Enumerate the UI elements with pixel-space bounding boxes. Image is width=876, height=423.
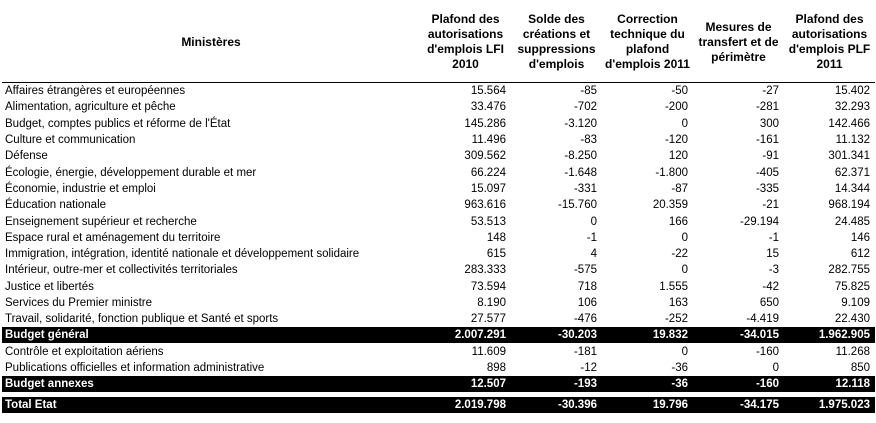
ministry-row xyxy=(2,164,875,180)
value-cell: 2.007.291 xyxy=(420,327,511,343)
value-cell: 282.755 xyxy=(828,264,870,277)
value-cell: -1 xyxy=(768,231,779,244)
row-label: Budget général xyxy=(2,327,420,343)
row-label: Contrôle et exploitation aériens xyxy=(5,345,164,358)
ministry-row xyxy=(2,213,875,229)
value-cell: -1 xyxy=(586,231,597,244)
value-cell: -1.648 xyxy=(564,166,597,179)
value-cell: -405 xyxy=(755,166,779,179)
value-cell: -160 xyxy=(693,376,784,392)
value-cell: 309.562 xyxy=(464,150,506,163)
annex-row xyxy=(2,360,875,376)
budget-general-row xyxy=(2,327,875,343)
value-cell: 283.333 xyxy=(464,264,506,277)
value-cell: 1.555 xyxy=(659,280,688,293)
ministry-row xyxy=(2,181,875,197)
header-mesures-transfert: Mesures de transfert et de périmètre xyxy=(698,19,779,64)
value-cell: -160 xyxy=(755,345,779,358)
value-cell: 15.097 xyxy=(470,182,506,195)
value-cell: 33.476 xyxy=(470,101,506,114)
value-cell: -8.250 xyxy=(564,150,597,163)
value-cell: 0 xyxy=(772,361,779,374)
value-cell: 11.132 xyxy=(835,134,870,147)
value-cell: -42 xyxy=(762,280,779,293)
value-cell: 968.194 xyxy=(828,199,870,212)
value-cell: -181 xyxy=(573,345,597,358)
value-cell: -29.194 xyxy=(739,215,779,228)
value-cell: 166 xyxy=(668,215,688,228)
value-cell: 14.344 xyxy=(834,182,870,195)
ministry-row xyxy=(2,197,875,213)
value-cell: -85 xyxy=(580,85,597,98)
ministry-row xyxy=(2,99,875,115)
value-cell: 12.507 xyxy=(420,376,511,392)
row-label: Affaires étrangères et européennes xyxy=(5,85,186,98)
row-label: Culture et communication xyxy=(5,134,136,147)
header-ministeres: Ministères xyxy=(181,34,241,49)
value-cell: 32.293 xyxy=(834,101,870,114)
value-cell: 8.190 xyxy=(477,297,506,309)
value-cell: -331 xyxy=(573,182,597,195)
value-cell: -4.419 xyxy=(746,313,779,326)
value-cell: 300 xyxy=(759,117,779,130)
ministry-row xyxy=(2,132,875,148)
value-cell: 53.513 xyxy=(470,215,506,228)
header-row xyxy=(2,2,875,83)
value-cell: -252 xyxy=(664,313,688,326)
value-cell: -161 xyxy=(755,134,779,147)
value-cell: 148 xyxy=(486,231,506,244)
value-cell: 15 xyxy=(766,248,779,261)
value-cell: -200 xyxy=(664,101,688,114)
value-cell: -15.760 xyxy=(557,199,597,212)
row-label: Éducation nationale xyxy=(5,199,107,212)
value-cell: 898 xyxy=(486,361,506,374)
value-cell: 718 xyxy=(577,280,597,293)
row-label: Alimentation, agriculture et pêche xyxy=(5,101,176,114)
value-cell: -120 xyxy=(664,134,688,147)
value-cell: -30.203 xyxy=(511,327,602,343)
value-cell: 650 xyxy=(759,297,779,309)
ministry-row xyxy=(2,279,875,295)
value-cell: 62.371 xyxy=(834,166,870,179)
value-cell: 1.975.023 xyxy=(784,397,875,413)
value-cell: 11.609 xyxy=(471,345,506,358)
value-cell: 0 xyxy=(681,264,688,277)
row-label: Budget, comptes publics et réforme de l'État xyxy=(5,117,231,130)
header-solde-creations: Solde des créations et suppressions d'emplois xyxy=(517,12,596,71)
ministry-row xyxy=(2,262,875,278)
total-etat-row xyxy=(2,397,875,413)
value-cell: 612 xyxy=(850,248,870,261)
value-cell: 66.224 xyxy=(470,166,506,179)
value-cell: -193 xyxy=(511,376,602,392)
value-cell: -1.800 xyxy=(655,166,688,179)
value-cell: 75.825 xyxy=(834,280,870,293)
value-cell: -3 xyxy=(768,264,779,277)
value-cell: -12 xyxy=(580,361,597,374)
ministry-row xyxy=(2,116,875,132)
value-cell: 11.496 xyxy=(471,134,506,147)
header-plafond-lfi-2010: Plafond des autorisations d'emplois LFI 2010 xyxy=(427,12,504,71)
value-cell: 19.796 xyxy=(602,397,693,413)
value-cell: -3.120 xyxy=(564,117,597,130)
value-cell: 301.341 xyxy=(828,150,870,163)
value-cell: 850 xyxy=(850,361,870,374)
value-cell: 11.268 xyxy=(835,345,870,358)
value-cell: -36 xyxy=(602,376,693,392)
table-body xyxy=(2,83,875,414)
value-cell: 615 xyxy=(486,248,506,261)
value-cell: 2.019.798 xyxy=(420,397,511,413)
value-cell: 142.466 xyxy=(828,117,870,130)
value-cell: 73.594 xyxy=(470,280,506,293)
row-label: Intérieur, outre-mer et collectivités territoriales xyxy=(5,264,238,277)
value-cell: 0 xyxy=(681,117,688,130)
annex-row xyxy=(2,343,875,359)
value-cell: 163 xyxy=(668,297,688,309)
row-label: Espace rural et aménagement du territoire xyxy=(5,231,221,244)
ministry-row xyxy=(2,295,875,311)
value-cell: 120 xyxy=(668,150,688,163)
header-correction-technique: Correction technique du plafond d'emplois 2011 xyxy=(605,12,690,71)
ministry-row xyxy=(2,230,875,246)
value-cell: -36 xyxy=(671,361,688,374)
value-cell: -27 xyxy=(762,85,779,98)
value-cell: 106 xyxy=(577,297,597,309)
value-cell: -22 xyxy=(671,248,688,261)
value-cell: 145.286 xyxy=(464,117,506,130)
ministry-row xyxy=(2,148,875,164)
value-cell: 1.962.905 xyxy=(784,327,875,343)
value-cell: 12.118 xyxy=(784,376,875,392)
row-label: Économie, industrie et emploi xyxy=(5,182,156,195)
row-label: Services du Premier ministre xyxy=(5,297,152,309)
value-cell: -281 xyxy=(755,101,779,114)
value-cell: 0 xyxy=(590,215,597,228)
row-label: Travail, solidarité, fonction publique et Santé et sports xyxy=(5,313,279,326)
row-label: Enseignement supérieur et recherche xyxy=(5,215,197,228)
ministry-row xyxy=(2,83,875,100)
value-cell: -91 xyxy=(762,150,779,163)
value-cell: 963.616 xyxy=(464,199,506,212)
value-cell: -575 xyxy=(573,264,597,277)
value-cell: 9.109 xyxy=(841,297,870,309)
row-label: Budget annexes xyxy=(2,376,420,392)
value-cell: -87 xyxy=(671,182,688,195)
value-cell: -30.396 xyxy=(511,397,602,413)
value-cell: -50 xyxy=(671,85,688,98)
value-cell: 19.832 xyxy=(602,327,693,343)
value-cell: 4 xyxy=(590,248,597,261)
value-cell: 0 xyxy=(681,231,688,244)
header-plafond-plf-2011: Plafond des autorisations d'emplois PLF 2011 xyxy=(788,12,871,71)
budget-annexes-row xyxy=(2,376,875,392)
value-cell: 15.564 xyxy=(470,85,506,98)
value-cell: 22.430 xyxy=(834,313,870,326)
value-cell: -476 xyxy=(573,313,597,326)
employment-ceiling-table xyxy=(2,2,875,413)
row-label: Publications officielles et information administrative xyxy=(5,361,265,374)
value-cell: -34.175 xyxy=(693,397,784,413)
value-cell: -702 xyxy=(573,101,597,114)
value-cell: 20.359 xyxy=(652,199,688,212)
value-cell: -21 xyxy=(762,199,779,212)
value-cell: 27.577 xyxy=(470,313,506,326)
value-cell: -335 xyxy=(755,182,779,195)
row-label: Défense xyxy=(5,150,48,163)
value-cell: -83 xyxy=(580,134,597,147)
value-cell: 146 xyxy=(850,231,870,244)
value-cell: 24.485 xyxy=(834,215,870,228)
row-label: Total Etat xyxy=(2,397,420,413)
row-label: Écologie, énergie, développement durable et mer xyxy=(5,166,257,179)
ministry-row xyxy=(2,311,875,327)
value-cell: 15.402 xyxy=(834,85,870,98)
value-cell: 0 xyxy=(681,345,688,358)
row-label: Justice et libertés xyxy=(5,280,94,293)
value-cell: -34.015 xyxy=(693,327,784,343)
ministry-row xyxy=(2,246,875,262)
row-label: Immigration, intégration, identité nationale et développement solidaire xyxy=(5,248,360,261)
